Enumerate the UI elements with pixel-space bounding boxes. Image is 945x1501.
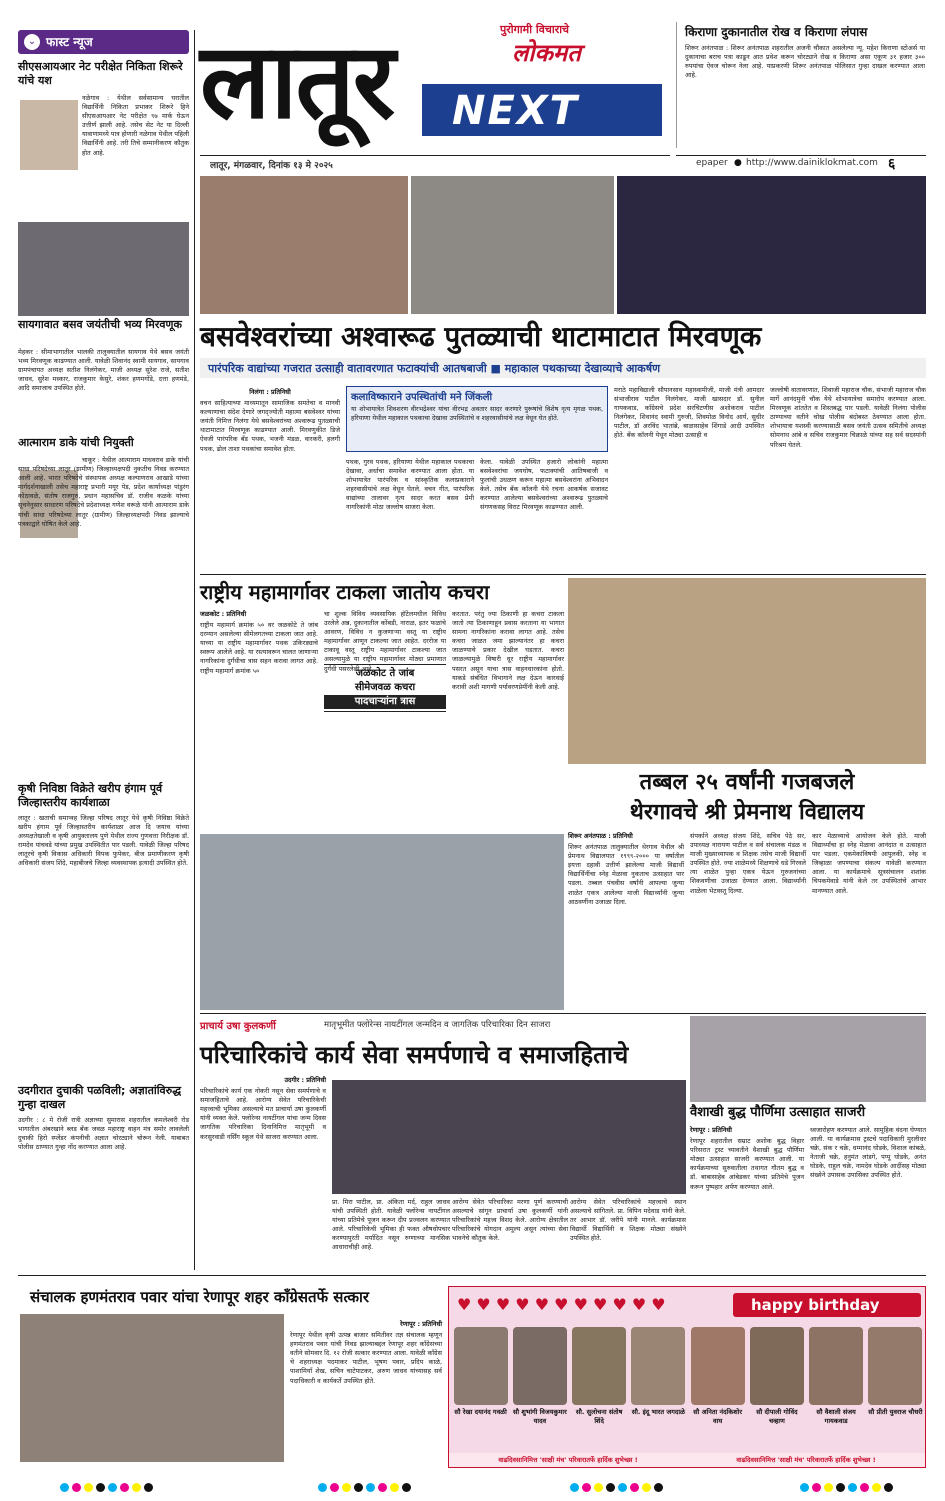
main-photo-3 xyxy=(617,176,926,314)
registration-marks-left xyxy=(60,1483,153,1493)
next-badge xyxy=(422,84,662,136)
birthday-footer-2: वाढदिवसानिमित्त 'साक्षी मंच' परिवारातर्फे हार्दिक शुभेच्छा ! xyxy=(736,1456,876,1464)
nurse-headline: परिचारिकांचे कार्य सेवा समर्पणाचे व समाजहिताचे xyxy=(200,1041,629,1069)
person-name: सौ. इंदू भारत जगदाळे xyxy=(631,1408,685,1416)
person-photo xyxy=(454,1327,508,1405)
birthday-people xyxy=(453,1327,923,1455)
birthday-banner xyxy=(733,1293,921,1317)
section-divider-3 xyxy=(18,1275,926,1276)
highway-col-1-text: राष्ट्रीय महामार्ग क्रमांक ५० वर जळकोटे ते जांब दरम्यान असलेल्या सीमेलगतच्या टाकला जात आहे. याच्या या राष्ट्रीय महामार्गावर पथक उकिरड्याचे स्वरूप आलेले आहे. या रस्त्यावरून चालत जाणाऱ्या नागरिकांना दुर्गंधीचा त्रास सहन करावा लागत आहे. राष्ट्रीय महामार्ग क्रमांक ५० xyxy=(200,621,318,675)
portrait-photo xyxy=(20,100,78,170)
nurse-tag: प्राचार्य उषा कुलकर्णी xyxy=(200,1021,276,1032)
fast-news-label: फास्ट न्यूज xyxy=(46,35,93,49)
person-photo xyxy=(691,1327,745,1405)
person-photo xyxy=(868,1327,922,1405)
school-col-2: संपर्काने अध्यक्ष संजय शिंदे, सचिव पेठे सर, उपाध्यक्ष नारायण पाटील व सर्व संचालक मंडळ व माजी मुख्याध्यापक व शिक्षक तसेच माजी विद्यार्थी उपस्थित होते. ज्या शाळेमध्ये शिक्षणाचे धडे गिरवले त्या शाळेत पुन्हा एकत्र येऊन गुरुजनांच्या शिकवणीचा उजाळा देण्यात आला. विद्यार्थ्यांनी शाळेला भेटवस्तू दिल्या. xyxy=(690,832,806,895)
nurse-col-3: आरोग्य सेवेत परिचारिका मरणा पूर्ण करण्याची असल्याचे सांगून प्राचार्या उषा कुलकर्णी यांनी परिचारिकांचे महत्त्व विशद केले. आरोग्य क्षेत्रातील परिचारिकांचे योगदान अमूल्य असून त्यांच्या सेवा भावनेचे कौतुक केले. xyxy=(452,1198,568,1243)
person-photo xyxy=(750,1327,804,1405)
main-photo-2 xyxy=(411,176,614,314)
person-name: सौ प्रीती युवराज चौधरी xyxy=(868,1408,923,1416)
main-info-box-headline: कलाविष्काराने उपस्थितांची मने जिंकली xyxy=(351,392,493,403)
highway-col-2-text: चा शुल्क विविध व्यवसायिक हॉटेलमधील विविध उरलेले अन्न, दुकानातील कोंबडी, नाराळ, इतर फळांचे आवरण, विविध न कुजणाऱ्या वस्तू या राष्ट्रीय महामार्गावर आणून टाकल्या जात आहेत. दररोज या टाकावू वस्तू राष्ट्रीय महामार्गावर टाकल्या जात असल्यामुळे या राष्ट्रीय महामार्गावर मोठ्या प्रमाणात दुर्गंधी पसरलेली आहे. xyxy=(324,610,446,673)
school-photo xyxy=(568,578,926,764)
main-info-box xyxy=(346,386,608,452)
main-info-box-body: या शोभायात्रेत शिवशरण वीरभद्रेश्वर यांचा वीरभद्र अवतार सादर करणारे पुरूषांचे विशेष नृत्य मृगळ पथक, हरियाणा येथील महाकाल पथकाचा देखावा उपस्थितांचे व शहरवासीयांचे लक्ष वेधून घेत होते. xyxy=(351,405,603,423)
person-photo xyxy=(572,1327,626,1405)
nurse-col-1 xyxy=(200,1076,326,1272)
section-divider-2 xyxy=(200,1013,926,1014)
top-right-body: शिरूर अनंतपाळ : शिरूर अनंतपाळ शहरातील अजनी चौकात असलेल्या न्यू. महेश किराणा स्टोअर्स या दुकानाचा बराच पत्रा काढून आत प्रवेश करून चोरट्याने रोख व किराणा असा एकूण ३१ हजार ३०० रुपयांचा ऐवज चोरून नेला आहे. याप्रकरणी शिरूर अनंतपाळ पोलिसात गुन्हा दाखल करण्यात आला आहे. xyxy=(685,44,925,80)
buddha-byline: रेणापूर : प्रतिनिधी xyxy=(690,1126,732,1134)
column-divider xyxy=(194,30,195,1270)
person-card xyxy=(749,1327,804,1455)
person-photo xyxy=(631,1327,685,1405)
person-card xyxy=(868,1327,923,1455)
masthead-tagline: पुरोगामी विचाराचे xyxy=(500,23,570,36)
person-card xyxy=(809,1327,864,1455)
person-card xyxy=(453,1327,508,1455)
main-photo-1 xyxy=(200,176,408,314)
procession-photo xyxy=(18,222,189,316)
birthday-footer-1: वाढदिवसानिमित्त 'साक्षी मंच' परिवारातर्फे हार्दिक शुभेच्छा ! xyxy=(498,1456,638,1464)
school-col-3: कार मेळाव्याचे आयोजन केले होते. माजी विद्यार्थ्यांचा हा स्नेह मेळावा आनंदात व उत्साहात पार पडला. एकमेकांविषयी आपुलकी, स्नेह व जिव्हाळा जपण्याचा संकल्प यावेळी करण्यात आला. या कार्यक्रमाचे सूत्रसंचालन शशांक चिपकमेवाडे यांनी केले तर उपस्थितांचे आभार मानण्यात आले. xyxy=(812,832,926,895)
person-name: सौ. सुलोचना संतोष शिंदे xyxy=(575,1408,623,1425)
page-number: ६ xyxy=(888,156,896,172)
school-col-1 xyxy=(568,832,684,1010)
registration-marks-center-right xyxy=(570,1483,663,1493)
birthday-footer xyxy=(449,1453,925,1467)
buddha-headline: वैशाखी बुद्ध पौर्णिमा उत्साहात साजरी xyxy=(690,1105,866,1120)
highway-byline: जळकोट : प्रतिनिधी xyxy=(200,610,247,618)
main-col-5: जल्लोषी वातावरणात, शिवाजी महाराज चौक, संभाजी महाराज चौक मार्गे आनंदमुनी चौक येथे शोभायात्रेचा समारोप करण्यात आला. मिरवणूक शांततेत व शिस्तबद्ध पार पडली. यावेळी निलंगा पोलीस ठाण्याच्या वतीने चोख पोलीस बंदोबस्त ठेवण्यात आला होता. शोभायात्रा यशस्वी करण्यासाठी बसव जयंती उत्सव समितीचे अध्यक्ष सोमनाथ आंबे व सचिव राजकुमार चिक्राळे यांच्या सह सर्व सदस्यांनी परिश्रम घेतले. xyxy=(770,386,926,449)
section-divider xyxy=(200,574,926,575)
fast-news-header xyxy=(18,30,189,54)
left-story-3-headline: आत्माराम डाके यांची नियुक्ती xyxy=(18,436,134,449)
left-story-1-body: नळेगाव : येथील सर्वसामान्य घरातील विद्यार्थिनी निकिता प्रभाकर शिरूरे हिने सीएसआयआर नेट परीक्षेत ९७ मार्क घेऊन उत्तीर्ण झाली आहे. तसेच सेट नेट या दिल्ली यावाणामध्ये पात्र होणारी नळेगाव येथील पहिली विद्यार्थिनी आहे. तरी तिचे सम्मानीकरण कौतुक होत आहे. xyxy=(82,94,189,157)
masthead-brand: लोकमत xyxy=(512,39,581,67)
buddha-col-1 xyxy=(690,1126,804,1272)
left-story-5-headline: उदगीरात दुचाकी पळविली; अज्ञातांविरुद्ध गुन्हा दाखल xyxy=(18,1084,182,1111)
masthead xyxy=(200,22,670,154)
left-story-1-headline: सीएसआयआर नेट परीक्षेत निकिता शिरूरे यांचे यश xyxy=(18,60,183,87)
nurse-col-2: प्रा. मिरा पाटील, प्रा. अंकिता मर्द, राहुल जाधव यांची उपस्थिती होती. यावेळी फ्लोरेन्स नायटींगल यांच्या प्रतिमेचे पूजन करून दीप प्रज्वलन करण्यात आले. परिचारिकेची भूमिका ही फक्त औषधोपचार करण्यापुरती मर्यादित नसून रुग्णाच्या मानसिक आधाराचीही आहे. xyxy=(332,1198,450,1252)
person-photo xyxy=(809,1327,863,1405)
dateline-bar xyxy=(200,155,670,171)
highway-col-2 xyxy=(324,610,446,830)
left-story-2-headline: सायगावात बसव जयंतीची भव्य मिरवणूक xyxy=(18,318,182,331)
person-card xyxy=(512,1327,567,1455)
chevron-down-icon: ⌄ xyxy=(24,34,40,50)
main-col-1 xyxy=(200,388,340,570)
highway-photo xyxy=(200,834,564,1010)
epaper-bar xyxy=(676,155,926,171)
left-story-3-body: चाकूर : येथील आत्माराम माधवराव डाके यांची साधा परिषदेच्या लातूर (ग्रामीण) जिल्हाध्यक्षपदी नुकतीच निवड करण्यात आली आहे. भारत परिषदेचे संस्थापक अध्यक्ष कल्याणराव आखाडे यांच्या मार्गदर्शनाखाली तसेच महाराष्ट्र प्रभारी मयूर पेड, प्रदेश कार्याध्यक्ष पांडुरंग कोठावळे, संतोष राजगुरु, प्रधान महासचिव डॉ. राजीव कळके यांच्या सूचनेनुसार साधारण परिषदेचे प्रदेशाध्यक्ष गणेश वरूळे यांनी आत्माराम डाके यांची साधा परिषदेच्या लातूर (ग्रामीण) जिल्हाध्यक्षपदी निवड झाल्याचे पत्रकाद्वारे घोषित केले आहे. xyxy=(18,456,189,528)
balloon-icon: ♥ ♥ ♥ ♥ ♥ ♥ ♥ ♥ ♥ ♥ ♥ xyxy=(457,1295,666,1314)
person-name: सौ शुभांगी विजयकुमार यादव xyxy=(513,1408,567,1425)
next-label: NEXT xyxy=(452,88,579,134)
dateline: लातूर, मंगळवार, दिनांक १३ मे २०२५ xyxy=(210,161,333,171)
nurse-byline: उदगीर : प्रतिनिधी xyxy=(284,1076,326,1084)
globe-icon: ● xyxy=(734,158,742,168)
bottom-byline: रेणापूर : प्रतिनिधी xyxy=(400,1320,442,1328)
school-col-1-text: शिरूर अनंतपाळ तालुक्यातील थेरगाव येथील श्री प्रेमनाथ विद्यालयात १९९९-२००० या वर्षातील इयत्ता दहावी उत्तीर्ण झालेल्या माजी विद्यार्थी विद्यार्थिनींचा स्नेह मेळावा नुकताच उत्साहात पार पडला. तब्बल पंचवीस वर्षांनी आपल्या जुन्या शाळेत एकत्र आलेल्या माजी विद्यार्थ्यांनी जुन्या आठवणींना उजाळा दिला. xyxy=(568,843,684,906)
highway-headline: राष्ट्रीय महामार्गावर टाकला जातोय कचरा xyxy=(200,580,490,604)
buddha-col-2: ध्वजारोहण करण्यात आले. सामूहिक वंदना घेण्यात आली. या कार्यक्रमास ट्रस्टचे पदाधिकारी मुरलीधर चक्रे, संक र चक्रे, धम्मानंद घोडके, विशाल कांबळे, नेताजी चक्रे, हनुमंत लांडगे, पप्पू घोडके, अनंत घोडके, राहुल चक्रे, नामदेव घोडके आदींसह मोठ्या संख्येने उपासक उपासिका उपस्थित होते. xyxy=(810,1126,926,1180)
highway-pull-line-1: जळकोट ते जांब xyxy=(355,668,415,679)
left-story-4-headline: कृषी निविष्ठा विक्रेते खरीप हंगाम पूर्व जिल्हास्तरीय कार्यशाळा xyxy=(18,782,163,809)
bottom-body-text: रेणापूर येथील कृषी उत्पन्न बाजार समितीवर तज्ञ संचालक म्हणून हणमंतराव पवार यांची निवड झाल्याबद्दल रेणापूर शहर काँग्रेसच्या वतीने सोमवार दि. १२ रोजी सत्कार करण्यात आला. यावेळी काँग्रेस चे शहराध्यक्ष पदमाकर पाटील, भूषण पवार, प्रदिप काळे, पाशामियाँ शेख, सचिन चाटेपाटकर, अरुण जाधव यांच्यासह सर्व पदाधिकारी व कार्यकर्ते उपस्थित होते. xyxy=(290,1331,442,1385)
bottom-headline: संचालक हणमंतराव पवार यांचा रेणापूर शहर काँग्रेसतर्फे सत्कार xyxy=(30,1288,370,1306)
person-name: सौ रेखा दयानंद गवळी xyxy=(454,1408,507,1416)
school-headline-line-1: तब्बल २५ वर्षांनी गजबजले xyxy=(639,770,855,795)
school-byline: शिरूर अनंतपाळ : प्रतिनिधी xyxy=(568,832,633,840)
person-name: सौ अनिता नंदकिशोर वाघ xyxy=(693,1408,742,1425)
nurse-tag-bar xyxy=(200,1016,686,1036)
bottom-photo xyxy=(20,1314,284,1462)
masthead-title: लातूर xyxy=(200,20,394,142)
person-photo xyxy=(513,1327,567,1405)
epaper-url-link[interactable]: http://www.dainiklokmat.com xyxy=(746,158,878,168)
person-card xyxy=(690,1327,745,1455)
main-col-2: पथक, गुरव पथक, हरियाणा येथील महाकाल पथकाचा देखावा, अर्धाचा समावेश करण्यात आला होता. या शोभायात्रेत पारंपरिक व सांस्कृतिक कलाप्रकाराने शहरवासीयांचे लक्ष वेधून घेतले. वचन गीत, पारंपरिक वाद्यांच्या तालावर नृत्य सादर करत बसव प्रेमी नागरिकांनी मोठा जल्लोष साजरा केला. xyxy=(346,458,474,512)
left-story-2-body: मेहकर : सीमाभागातील भालकी तालुक्यातील सायगाव येथे बसव जयंती भव्य मिरवणूक काढण्यात आली. यावेळी शिवानंद स्वामी सायगाव, सायगाव ग्रामपंचायत अध्यक्ष सतीश निलंगेकर, माजी अध्यक्ष सुरेश राजे, सतीश जाधव, सुरेश मस्कार, राजकुमार केसुरे, शंकर हणमगोंडे, दत्ता हणमंडे, आदि समाजाच उपस्थित होते. xyxy=(18,348,189,393)
person-card xyxy=(631,1327,686,1455)
registration-marks-right xyxy=(800,1483,893,1493)
birthday-panel xyxy=(448,1286,926,1468)
main-col-1-text: वचन साहित्याच्या माध्यमातून सामाजिक समतेचा व मानवी कल्याणाचा संदेश देणारे जगद्ज्योती महात्मा बसवेश्वर यांच्या जयंती निमित्त निलंगा येथे बसवेश्वरांच्या अश्वारूढ पुतळ्याची थाटामाटात मिरवणूक काढण्यात आली. मिरवणुकीत डिजे ऐवजी पारंपरिक बँड पथक, भजनी मंडळ, वारकरी, हलगी पथक, ढोल ताशा पथकांचा समावेश होता. xyxy=(200,399,340,453)
highway-pull-line-2: सीमेजवळ कचरा xyxy=(354,682,416,693)
main-byline: निलंगा : प्रतिनिधी xyxy=(249,388,291,396)
school-headline-line-2: थेरगावचे श्री प्रेमनाथ विद्यालय xyxy=(629,800,865,825)
school-headline xyxy=(568,768,926,828)
nurse-photo xyxy=(332,1080,686,1194)
nurse-tag-text: मातृभूमीत फ्लोरेन्स नायटींगल जन्मदिन व जागतिक परिचारिका दिन साजरा xyxy=(324,1020,551,1030)
top-right-headline: किराणा दुकानातील रोख व किराणा लंपास xyxy=(685,25,868,39)
person-name: सौ दीपाली गोविंद चव्हाण xyxy=(756,1408,798,1425)
registration-marks-center xyxy=(318,1483,411,1493)
main-subhead-bar xyxy=(200,358,926,378)
top-right-story xyxy=(676,22,926,148)
left-story-5-body: उदगीर : ८ मे रोजी रात्री अज्ञाच्या सुमारास शहरातील कमलेश्वरी रोड भागातील अंबरखाने ब्लड बँक जवळ महाराष्ट्र वाहन मंत्र समोर लावलेली दुचाकी हिरो स्प्लेंडर कंपनीची अज्ञात चोरट्याने चोरून नेली. याबाबत पोलीस ठाण्यात गुन्हा नोंद करण्यात आला आहे. xyxy=(18,1116,189,1152)
highway-col-3: करतात. परंतु ज्या ठिकाणी हा कचरा टाकला जातो त्या ठिकाणाहून प्रवास करताना या भागात सामना नागरिकांना करावा लागत आहे. तसेच कचरा जाळत जमा झाल्यानंतर हा कचरा जाळण्याचे प्रकार देखील घडतात. कचरा जाळल्यामुळे विषारी धूर राष्ट्रीय महामार्गावर पसरत असून याचा त्रास वाहनधारकांना होतो. याकडे संबंधित विभागाने लक्ष देऊन कारवाई करावी अशी मागणी पर्यावरणप्रेमींनी केली आहे. xyxy=(452,610,564,691)
epaper-label: epaper xyxy=(696,158,728,168)
main-col-4: मराठे महाविद्याली सौपानसाव महास्वामीजी, माजी मंत्री आमदार संभाजीराव पाटील निलंगेकर, माजी खासदार डॉ. सुनील गायकवाड, काँग्रेसचे प्रदेश सरचिटणीस अशोकराव पाटील निलंगेकर, शिवानंद स्वामी गुरुजी, शिवमोळ विनोद आर्य, सुधीर पाटील, डॉ अरविंद भातांब्रे, बाळासाहेब शिंगाडे आदी उपस्थित होते. बँक कॉलनी येथून मोठ्या उत्साही व xyxy=(614,386,764,440)
left-story-4-body: लातूर : खताची समाप्त्रह जिल्हा परिषद लातूर येथे कृषी निविष्ठा विक्रेते खरीप हंगाम पूर्व जिल्हास्तरीय कार्यशाळा आज दि जयाच यांच्या अध्यक्षतेखाली व कृषी आयुक्तालय पुणे येथील राज्य गुणवत्ता निरीक्षक डॉ. रामदेव पांचवडे यांच्या प्रमुख उपस्थितीत पार पडली. यावेळी जिल्हा परिषद लातूरचे कृषी विकास अधिकारी विपक फुपेकर, बीज प्रमाणीकरण कृषी अधिकारी संजय शिंदे, महाबीजचे जिल्हा व्यवस्थापक इत्यादी उपस्थित होते. xyxy=(18,814,189,868)
birthday-title: happy birthday xyxy=(751,1296,880,1314)
person-name: सौ वैशाली संजय गायकवाड xyxy=(816,1408,856,1425)
highway-col-1 xyxy=(200,610,318,830)
main-headline: बसवेश्वरांच्या अश्वारूढ पुतळ्याची थाटामाटात मिरवणूक xyxy=(200,320,762,353)
bottom-body xyxy=(290,1320,442,1462)
main-col-3: केला. यावेळी उपस्थित हजारो लोकांनी महात्मा बसवेश्वरांचा जयघोष, फटाक्यांची आतिषबाजी व फुलांची उधळण करून महात्मा बसवेश्वरांना अभिवादन केले. तसेच बँक कॉलनी येथे रचना आकर्षक सजावट करण्यात आलेल्या बसवेश्वरांच्या अश्वारूढ पुतळ्याचे संगणकसह विराट मिरवणूक काढण्यात आली. xyxy=(480,458,608,512)
buddha-photo xyxy=(690,1016,926,1102)
person-card xyxy=(572,1327,627,1455)
nurse-col-1-text: परिचारिकांचे कार्य एक नोकरी नसून सेवा समर्पणाचे व समाजहिताचे आहे. आरोग्य सेवेत परिचारिकेची महत्त्वाची भूमिका असल्याचे मत प्राचार्या उषा कुलकर्णी यांनी व्यक्त केले. फ्लोरेन्स नायटींगल यांचा जन्म दिवस जागतिक परिचारिका दिनानिमित्त मातृभूमी व करसुरवाडी नर्सिंग स्कूल येथे साजरा करण्यात आला. xyxy=(200,1087,326,1141)
highway-pull-line-3: पादचाऱ्यांना त्रास xyxy=(324,695,446,709)
main-subhead: पारंपरिक वाद्यांच्या गजरात उत्साही वातावरणात फटाक्यांची आतषबाजी ■ महाकाल पथकाच्या देखाव्याचे आकर्षण xyxy=(208,362,661,375)
nurse-col-4: आरोग्य सेवेत परिचारिकांचे महत्त्वाचे स्थान असल्याचे सांगितले. प्रा. विपिन मदेवाड यांनी केले. तर आभार डॉ. जरीपे यांनी मानले. कार्यक्रमास विद्यार्थी विद्यार्थिनी व शिक्षक मोठ्या संख्येने उपस्थित होते. xyxy=(570,1198,686,1243)
buddha-col-1-text: रेणापूर शहरातील सम्राट अशोक बुद्ध विहार परिसरात ट्रस्ट च्यावतीने वैशाखी बुद्ध पौर्णिमा मोठ्या उत्साहात साजरी करण्यात आली. या कार्यक्रमाच्या सुरुवातीला तथागत गौतम बुद्ध व डॉ. बाबासाहेब आंबेडकर यांच्या प्रतिमेचे पूजन करून पुष्पहार अर्पण करण्यात आले. xyxy=(690,1137,804,1191)
